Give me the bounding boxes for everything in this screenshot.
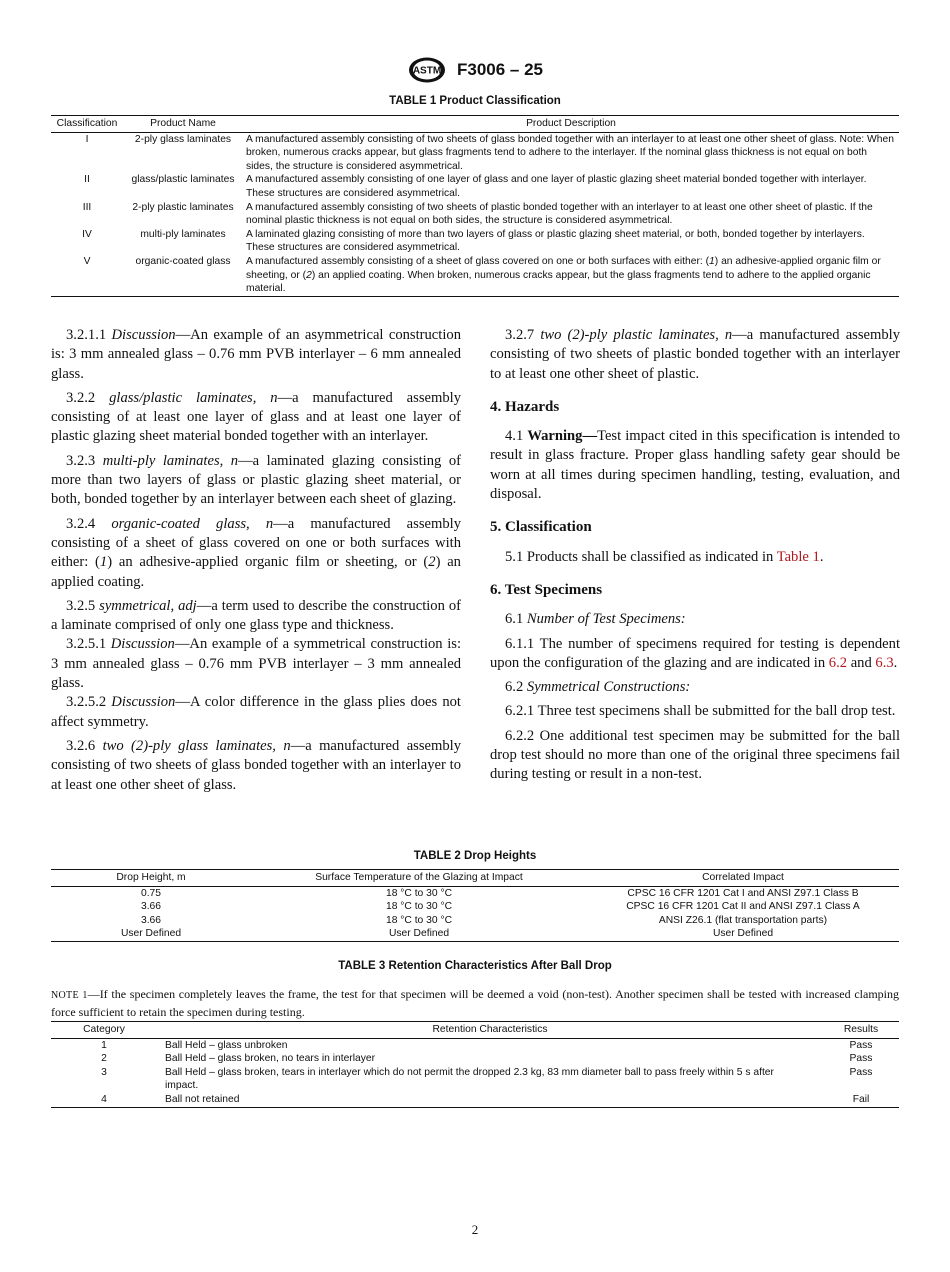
table-row bbox=[51, 255, 899, 296]
paragraph-6-2-2: 6.2.2 One additional test specimen may be submitted for the ball drop test should no more than one of the original three specimens fail during testing or result in a non-test. bbox=[490, 727, 900, 783]
table2-header-surface-temperature: Surface Temperature of the Glazing at Impact bbox=[251, 870, 587, 887]
table2-cell: CPSC 16 CFR 1201 Cat I and ANSI Z97.1 Class B bbox=[627, 887, 859, 899]
table1 bbox=[51, 115, 899, 297]
table2-cell: 0.75 bbox=[140, 887, 162, 899]
table2-cell: 18 °C to 30 °C bbox=[385, 914, 453, 926]
table3-cell: Pass bbox=[849, 1039, 873, 1051]
table3-cell: Fail bbox=[823, 1093, 899, 1107]
section-heading-hazards: 4. Hazards bbox=[490, 398, 560, 415]
table3-cell: Ball Held – glass broken, no tears in interlayer bbox=[165, 1053, 376, 1065]
table1-cell: I bbox=[85, 133, 89, 145]
table3 bbox=[51, 1021, 899, 1108]
table-row bbox=[51, 900, 899, 914]
paragraph-3-2-5: 3.2.5 symmetrical, adj—a term used to describe the construction of a laminate comprised of only one glass type and thickness. bbox=[51, 597, 461, 634]
table1-cell: organic-coated glass bbox=[123, 255, 243, 296]
table3-cell: 3 bbox=[101, 1066, 107, 1078]
paragraph-3-2-6: 3.2.6 two (2)-ply glass laminates, n—a manufactured assembly consisting of two sheets of glass bonded together with an interlayer to at least one other sheet of glass. bbox=[51, 737, 462, 793]
table-row bbox=[51, 1038, 899, 1052]
table3-cell: Ball Held – glass broken, tears in interlayer which do not permit the dropped 2.3 kg, 83 mm diameter ball to pass freely within 5 s after impact. bbox=[165, 1066, 774, 1092]
section-heading-test-specimens: 6. Test Specimens bbox=[490, 581, 603, 598]
table2-cell: ANSI Z26.1 (flat transportation parts) bbox=[658, 914, 828, 926]
table1-cell: A manufactured assembly consisting of a sheet of glass covered on one or both surfaces with either: (1) an adhesive-applied organic film or sheeting, or (2) an applied coating. When broken, numerous cracks appear, but the glass fragments tend to adhere to the applied organic material. bbox=[243, 255, 899, 296]
table3-header-category: Category bbox=[51, 1022, 157, 1039]
table-row bbox=[51, 1066, 899, 1093]
paragraph-6-2: 6.2 Symmetrical Constructions: bbox=[505, 679, 691, 696]
paragraph-3-2-5-2: 3.2.5.2 Discussion—A color difference in the glass plies does not affect symmetry. bbox=[51, 694, 461, 730]
table-row bbox=[51, 132, 899, 173]
table2-cell: 18 °C to 30 °C bbox=[385, 887, 453, 899]
table2-cell: CPSC 16 CFR 1201 Cat II and ANSI Z97.1 Class A bbox=[626, 901, 860, 913]
table1-cell: A laminated glazing consisting of more than two layers of glass or plastic glazing sheet material, or both, bonded together by interlayers. These structures are considered asymmetrical. bbox=[246, 228, 865, 254]
table2-header-row bbox=[51, 870, 899, 887]
table1-header-product-name: Product Name bbox=[123, 116, 243, 133]
table1-link[interactable]: Table 1 bbox=[776, 548, 820, 565]
table2-title: TABLE 2 Drop Heights bbox=[413, 850, 537, 862]
table3-note bbox=[51, 986, 899, 1020]
table2-cell: 18 °C to 30 °C bbox=[385, 901, 453, 913]
table-row bbox=[51, 228, 899, 255]
table3-cell: Pass bbox=[849, 1066, 873, 1078]
table3-title: TABLE 3 Retention Characteristics After Ball Drop bbox=[338, 960, 612, 972]
table2 bbox=[51, 869, 899, 942]
table-row bbox=[51, 201, 899, 228]
table3-cell: Ball Held – glass unbroken bbox=[165, 1039, 288, 1051]
paragraph-4-1: 4.1 Warning—Test impact cited in this specification is intended to result in glass fracture. Proper glass handling safety gear should be worn at all times during specimen handling, testing, evaluation, and disposal. bbox=[490, 428, 900, 503]
table2-cell: User Defined bbox=[587, 927, 899, 941]
table2-cell: User Defined bbox=[51, 927, 251, 941]
right-column bbox=[490, 326, 900, 790]
table1-header-classification: Classification bbox=[51, 116, 123, 133]
table1-cell: glass/plastic laminates bbox=[131, 174, 235, 186]
page-number: 2 bbox=[471, 1222, 479, 1237]
section-6-2-link[interactable]: 6.2 bbox=[828, 654, 848, 671]
note-label: NOTE 1 bbox=[51, 990, 88, 1001]
table3-cell: 4 bbox=[51, 1093, 157, 1107]
note-text: —If the specimen completely leaves the frame, the test for that specimen will be deemed a void (non-test). Another specimen shall be tested with increased clamping force sufficient to retain the specimen during testing. bbox=[51, 987, 899, 1019]
table-row bbox=[51, 927, 899, 941]
table2-cell: 3.66 bbox=[140, 914, 162, 926]
paragraph-3-2-7: 3.2.7 two (2)-ply plastic laminates, n—a manufactured assembly consisting of two sheets of plastic bonded together with an interlayer to at least one other sheet of plastic. bbox=[490, 327, 901, 382]
paragraph-6-1-1: 6.1.1 The number of specimens required for testing is dependent upon the configuration of the glazing and are indicated in 6.2 and 6.3. bbox=[490, 635, 900, 671]
table1-cell: A manufactured assembly consisting of one layer of glass and one layer of plastic glazing sheet material bonded together with interlayer. These structures are considered asymmetrical. bbox=[246, 174, 867, 199]
paragraph-5-1: 5.1 Products shall be classified as indicated in Table 1. bbox=[505, 548, 824, 565]
table2-cell: User Defined bbox=[251, 927, 587, 941]
table1-cell: A manufactured assembly consisting of two sheets of plastic bonded together with an interlayer to at least one other sheet of plastic. If the nominal plastic thickness is not equal on both sides, the structure is considered asymmetrical. bbox=[246, 201, 873, 227]
table2-cell: 3.66 bbox=[140, 901, 162, 913]
table3-header-results: Results bbox=[823, 1022, 899, 1039]
table1-title: TABLE 1 Product Classification bbox=[389, 95, 561, 107]
table3-header-row bbox=[51, 1022, 899, 1039]
table3-cell: 2 bbox=[101, 1053, 107, 1065]
table-row bbox=[51, 173, 899, 200]
table1-header-row bbox=[51, 116, 899, 133]
table3-cell: Ball not retained bbox=[157, 1093, 823, 1107]
table3-cell: 1 bbox=[101, 1039, 107, 1051]
table1-cell: V bbox=[51, 255, 123, 296]
table-row bbox=[51, 886, 899, 900]
table1-cell: A manufactured assembly consisting of two sheets of glass bonded together with an interlayer to at least one other sheet of glass. Note: When broken, numerous cracks appear, but glass fragments tend to adhere to the interlayer. If the nominal glass thickness is not equal on both sides, the structure is considered asymmetrical. bbox=[246, 133, 894, 172]
table1-header-product-description: Product Description bbox=[243, 116, 899, 133]
table1-cell: III bbox=[82, 201, 92, 213]
paragraph-3-2-1-1: 3.2.1.1 Discussion—An example of an asymmetrical construction is: 3 mm annealed glass – 0.76 mm PVB interlayer – 6 mm annealed glass. bbox=[51, 327, 461, 382]
table1-cell: multi-ply laminates bbox=[140, 228, 226, 240]
logo-text: ASTM bbox=[412, 65, 442, 77]
section-heading-classification: 5. Classification bbox=[490, 519, 592, 536]
table2-header-drop-height: Drop Height, m bbox=[51, 870, 251, 887]
paragraph-3-2-4: 3.2.4 organic-coated glass, n—a manufactured assembly consisting of a sheet of glass covered on one or both surfaces with either: (1) an adhesive-applied organic film or sheeting, or (2) an applied coating. bbox=[51, 515, 461, 590]
table1-cell: IV bbox=[82, 228, 92, 240]
section-6-3-link[interactable]: 6.3 bbox=[875, 654, 894, 671]
table-row bbox=[51, 1093, 899, 1107]
astm-logo-icon bbox=[407, 56, 447, 84]
paragraph-6-2-1: 6.2.1 Three test specimens shall be submitted for the ball drop test. bbox=[505, 703, 896, 720]
paragraph-3-2-3: 3.2.3 multi-ply laminates, n—a laminated glazing consisting of more than two layers of glass or plastic glazing sheet material, or both, bonded together by an interlayer between each sheet of glazing. bbox=[51, 452, 461, 508]
table2-header-correlated-impact: Correlated Impact bbox=[587, 870, 899, 887]
table-row bbox=[51, 1052, 899, 1066]
table1-cell: II bbox=[84, 174, 90, 186]
table1-cell: 2-ply plastic laminates bbox=[132, 201, 234, 213]
table-row bbox=[51, 914, 899, 928]
table3-header-retention-characteristics: Retention Characteristics bbox=[157, 1022, 823, 1039]
document-number: F3006 – 25 bbox=[456, 60, 543, 79]
left-column bbox=[51, 326, 461, 800]
paragraph-3-2-2: 3.2.2 glass/plastic laminates, n—a manufactured assembly consisting of at least one layer of glass and at least one layer of plastic glazing sheet material bonded together with an interlayer. bbox=[51, 389, 461, 445]
table3-cell: Pass bbox=[849, 1053, 873, 1065]
paragraph-6-1: 6.1 Number of Test Specimens: bbox=[505, 611, 686, 628]
page-header bbox=[0, 56, 950, 84]
paragraph-3-2-5-1: 3.2.5.1 Discussion—An example of a symmetrical construction is: 3 mm annealed glass – 0.76 mm PVB interlayer – 3 mm annealed glass. bbox=[51, 636, 461, 692]
table1-cell: 2-ply glass laminates bbox=[134, 133, 232, 145]
